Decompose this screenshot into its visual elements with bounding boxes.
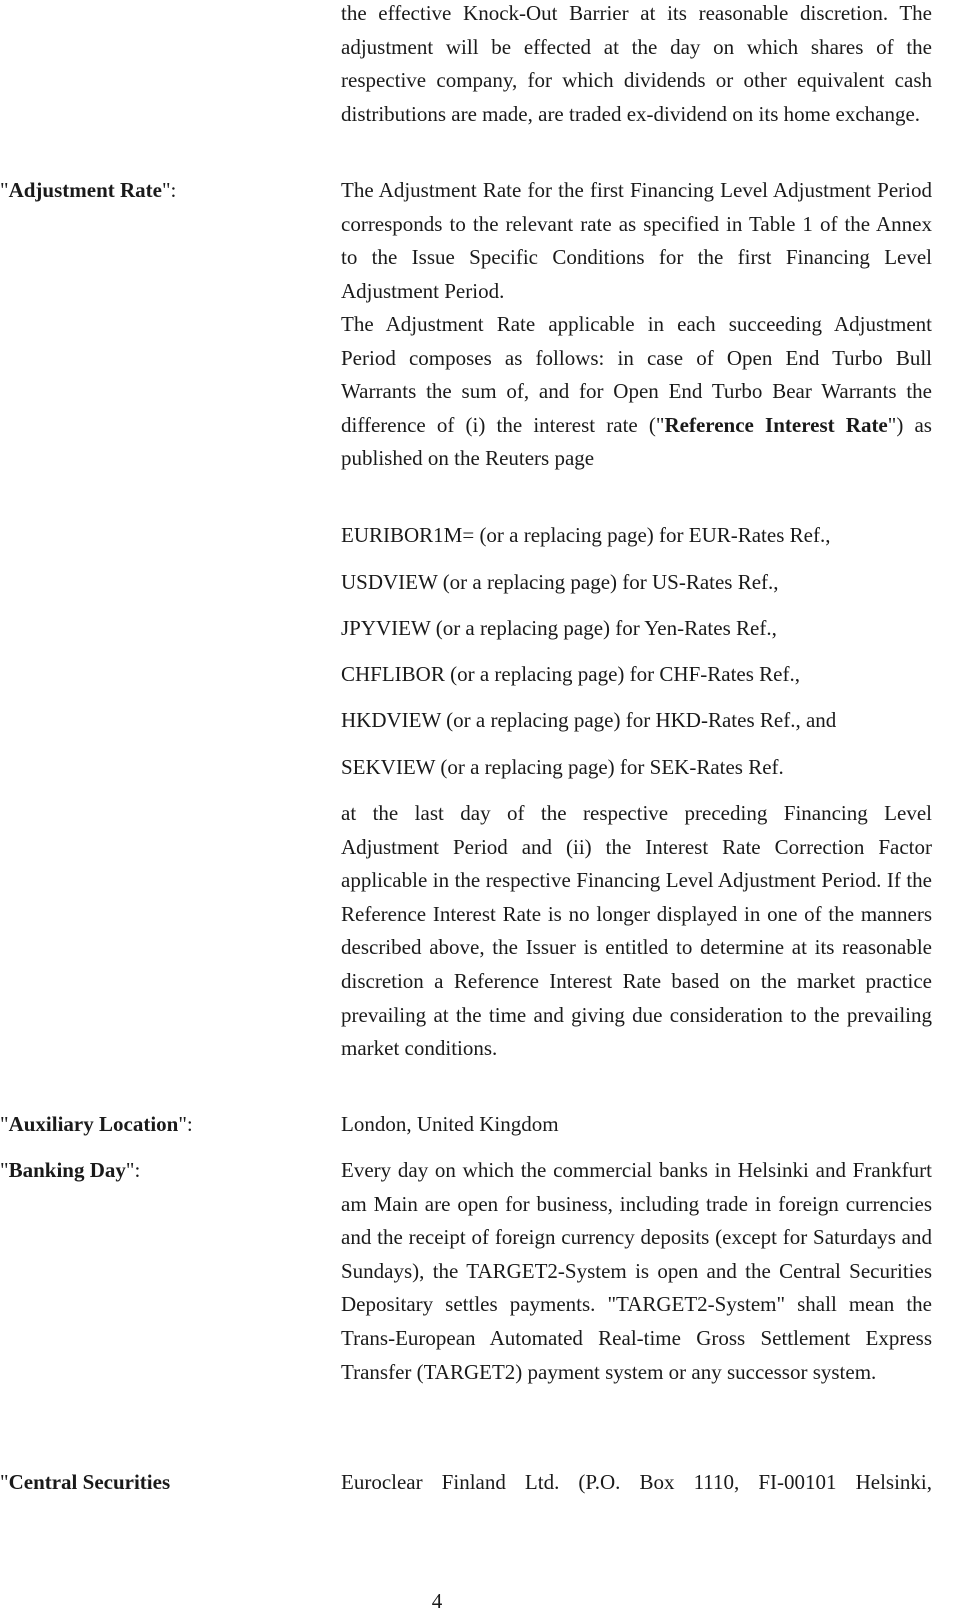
reuters-page-jpy: JPYVIEW (or a replacing page) for Yen-Rates Ref., [341,616,777,640]
adjustment-rate-paragraph-1: The Adjustment Rate for the first Financing Level Adjustment Period corresponds to the relevant rate as specified in Table 1 of the Annex to the Issue Specific Conditions for the first Financing Level Adjustment Period. [341,178,932,303]
term-auxiliary-location: "Auxiliary Location": [0,1112,193,1136]
auxiliary-location-value: London, United Kingdom [341,1112,559,1136]
reuters-page-sek: SEKVIEW (or a replacing page) for SEK-Rates Ref. [341,755,784,779]
reuters-page-eur: EURIBOR1M= (or a replacing page) for EUR-Rates Ref., [341,523,831,547]
term-central-securities-label: Central Securities [8,1470,171,1494]
term-adjustment-rate-label: Adjustment Rate [8,178,162,202]
reuters-page-chf: CHFLIBOR (or a replacing page) for CHF-Rates Ref., [341,662,800,686]
reference-interest-rate-term: Reference Interest Rate [664,412,888,437]
adjustment-rate-paragraph-2: The Adjustment Rate applicable in each succeeding Adjustment Period composes as follows: in case of Open End Turbo Bull Warrants the sum of, and for Open End Turbo Bear Warrants the difference of (i) the interest rate ("Reference Interest Rate") as published on the Reuters page [341,312,932,471]
adjustment-rate-paragraph-3: at the last day of the respective preceding Financing Level Adjustment Period and (ii) the Interest Rate Correction Factor applicable in the respective Financing Level Adjustment Period. If the Reference Interest Rate is no longer displayed in one of the manners described above, the Issuer is entitled to determine at its reasonable discretion a Reference Interest Rate based on the market practice prevailing at the time and giving due consideration to the prevailing market conditions. [341,801,932,1061]
term-auxiliary-location-label: Auxiliary Location [8,1112,179,1136]
term-banking-day: "Banking Day": [0,1158,141,1182]
banking-day-definition: Every day on which the commercial banks in Helsinki and Frankfurt am Main are open for business, including trade in foreign currencies and the receipt of foreign currency deposits (except for Saturdays and Sundays), the TARGET2-System is open and the Central Securities Depositary settles payments. "TARGET2-System" shall mean the Trans-European Automated Real-time Gross Settlement Express Transfer (TARGET2) payment system or any successor system. [341,1158,932,1384]
reuters-page-hkd: HKDVIEW (or a replacing page) for HKD-Rates Ref., and [341,708,837,732]
term-banking-day-label: Banking Day [8,1158,126,1182]
term-adjustment-rate: "Adjustment Rate": [0,178,177,202]
central-securities-definition: Euroclear Finland Ltd. (P.O. Box 1110, FI-00101 Helsinki, [341,1470,932,1494]
reuters-page-usd: USDVIEW (or a replacing page) for US-Rates Ref., [341,570,779,594]
term-central-securities: "Central Securities [0,1470,171,1494]
knock-out-barrier-paragraph: the effective Knock-Out Barrier at its reasonable discretion. The adjustment will be effected at the day on which shares of the respective company, for which dividends or other equivalent cash distributions are made, are traded ex-dividend on its home exchange. [341,1,932,126]
page-number: 4 [431,1589,443,1613]
